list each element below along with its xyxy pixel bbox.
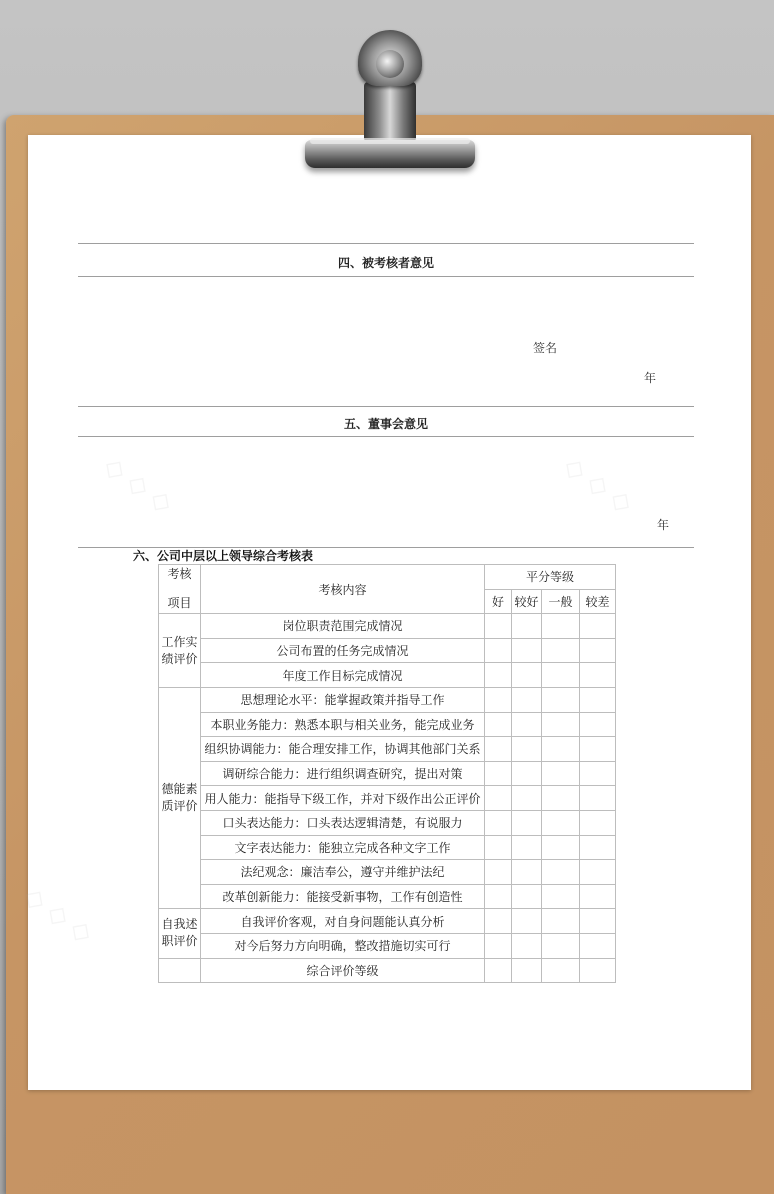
header-item-cell — [159, 565, 201, 614]
table-row-summary — [159, 958, 616, 983]
grade-cell[interactable] — [485, 958, 512, 983]
grade-cell[interactable] — [485, 687, 512, 712]
table-row — [159, 712, 616, 737]
grade-cell[interactable] — [580, 687, 616, 712]
criterion-cell: 自我评价客观，对自身问题能认真分析 — [201, 909, 485, 934]
criterion-cell: 法纪观念：廉洁奉公，遵守并维护法纪 — [201, 860, 485, 885]
grade-cell[interactable] — [485, 712, 512, 737]
grade-cell[interactable] — [580, 810, 616, 835]
grade-cell[interactable] — [485, 884, 512, 909]
grade-cell[interactable] — [542, 860, 580, 885]
grade-cell[interactable] — [512, 712, 542, 737]
grade-good-header: 好 — [485, 589, 512, 614]
criterion-cell: 用人能力：能指导下级工作，并对下级作出公正评价 — [201, 786, 485, 811]
grade-cell[interactable] — [542, 687, 580, 712]
group-label-line1: 工作实 — [161, 634, 198, 649]
year-label: 年 — [644, 371, 657, 385]
grade-cell[interactable] — [542, 737, 580, 762]
group-label-line1: 自我述 — [161, 917, 198, 932]
grade-cell[interactable] — [542, 614, 580, 639]
group-label-line2: 质评价 — [161, 799, 198, 814]
grade-cell[interactable] — [580, 638, 616, 663]
divider-line — [78, 243, 694, 244]
grade-cell[interactable] — [485, 860, 512, 885]
year-label: 年 — [657, 518, 670, 532]
grade-cell[interactable] — [512, 614, 542, 639]
grade-cell[interactable] — [512, 909, 542, 934]
criterion-cell: 改革创新能力：能接受新事物，工作有创造性 — [201, 884, 485, 909]
grade-cell[interactable] — [485, 663, 512, 688]
table-row — [159, 737, 616, 762]
group-label-self-report — [159, 909, 201, 958]
header-content-cell: 考核内容 — [201, 565, 485, 614]
watermark-mark: ◇ ◇ ◇ — [98, 450, 179, 520]
grade-cell[interactable] — [512, 786, 542, 811]
signature-label: 签名 — [533, 341, 558, 355]
criterion-cell: 组织协调能力：能合理安排工作，协调其他部门关系 — [201, 737, 485, 762]
table-row — [159, 860, 616, 885]
grade-cell[interactable] — [542, 909, 580, 934]
grade-cell[interactable] — [580, 737, 616, 762]
grade-cell[interactable] — [542, 638, 580, 663]
grade-poor-header: 较差 — [580, 589, 616, 614]
clip-neck — [364, 82, 416, 142]
grade-cell[interactable] — [512, 958, 542, 983]
group-label-work — [159, 614, 201, 688]
divider-line — [78, 406, 694, 407]
grade-cell[interactable] — [512, 884, 542, 909]
group-label-line2: 绩评价 — [161, 651, 198, 666]
criterion-cell: 对今后努力方向明确，整改措施切实可行 — [201, 933, 485, 958]
criterion-cell: 本职业务能力：熟悉本职与相关业务，能完成业务 — [201, 712, 485, 737]
criterion-cell: 文字表达能力：能独立完成各种文字工作 — [201, 835, 485, 860]
grade-cell[interactable] — [512, 761, 542, 786]
criterion-cell: 公司布置的任务完成情况 — [201, 638, 485, 663]
divider-line — [78, 276, 694, 277]
grade-cell[interactable] — [542, 884, 580, 909]
grade-cell[interactable] — [512, 638, 542, 663]
evaluation-table — [158, 564, 616, 983]
grade-cell[interactable] — [580, 933, 616, 958]
grade-cell[interactable] — [485, 761, 512, 786]
criterion-cell: 年度工作目标完成情况 — [201, 663, 485, 688]
header-grade-group: 平分等级 — [485, 565, 616, 590]
section6-title: 六、公司中层以上领导综合考核表 — [133, 549, 314, 563]
criterion-cell: 调研综合能力：进行组织调查研究，提出对策 — [201, 761, 485, 786]
grade-cell[interactable] — [580, 761, 616, 786]
table-row — [159, 933, 616, 958]
grade-cell[interactable] — [512, 860, 542, 885]
grade-cell[interactable] — [580, 712, 616, 737]
group-label-line1: 德能素 — [161, 782, 198, 797]
grade-cell[interactable] — [580, 663, 616, 688]
grade-cell[interactable] — [580, 958, 616, 983]
criterion-cell: 思想理论水平：能掌握政策并指导工作 — [201, 687, 485, 712]
table-row — [159, 687, 616, 712]
grade-cell[interactable] — [542, 958, 580, 983]
section4-title: 四、被考核者意见 — [337, 256, 434, 270]
grade-cell[interactable] — [580, 860, 616, 885]
grade-fairly-good-header: 较好 — [512, 589, 542, 614]
criterion-cell: 口头表达能力：口头表达逻辑清楚，有说服力 — [201, 810, 485, 835]
grade-cell[interactable] — [485, 835, 512, 860]
header-item-line2: 项目 — [167, 596, 192, 611]
grade-cell[interactable] — [512, 810, 542, 835]
table-row — [159, 663, 616, 688]
grade-cell[interactable] — [580, 786, 616, 811]
divider-line — [78, 436, 694, 437]
table-row — [159, 638, 616, 663]
grade-cell[interactable] — [485, 909, 512, 934]
grade-cell[interactable] — [512, 663, 542, 688]
watermark-mark: ◇ ◇ ◇ — [18, 880, 99, 950]
grade-cell[interactable] — [485, 737, 512, 762]
grade-cell[interactable] — [580, 614, 616, 639]
grade-cell[interactable] — [512, 835, 542, 860]
empty-cell — [159, 958, 201, 983]
grade-cell[interactable] — [542, 835, 580, 860]
grade-cell[interactable] — [542, 810, 580, 835]
grade-cell[interactable] — [512, 687, 542, 712]
criterion-cell: 岗位职责范围完成情况 — [201, 614, 485, 639]
table-row — [159, 761, 616, 786]
grade-cell[interactable] — [512, 737, 542, 762]
header-item-line1: 考核 — [167, 567, 192, 582]
table-row — [159, 835, 616, 860]
grade-cell[interactable] — [485, 786, 512, 811]
grade-cell[interactable] — [542, 712, 580, 737]
clip-hole — [376, 50, 404, 78]
grade-cell[interactable] — [580, 884, 616, 909]
grade-cell[interactable] — [542, 663, 580, 688]
table-row — [159, 786, 616, 811]
grade-cell[interactable] — [485, 638, 512, 663]
binder-clip-base — [305, 140, 475, 168]
clip-highlight — [310, 138, 470, 144]
table-row — [159, 884, 616, 909]
grade-cell[interactable] — [542, 933, 580, 958]
group-label-line2: 职评价 — [161, 934, 198, 949]
grade-cell[interactable] — [542, 786, 580, 811]
grade-average-header: 一般 — [542, 589, 580, 614]
grade-cell[interactable] — [485, 933, 512, 958]
summary-cell: 综合评价等级 — [201, 958, 485, 983]
grade-cell[interactable] — [542, 761, 580, 786]
section5-title: 五、董事会意见 — [343, 417, 428, 431]
table-row — [159, 810, 616, 835]
group-label-ability — [159, 687, 201, 908]
watermark-mark: ◇ ◇ ◇ — [558, 450, 639, 520]
grade-cell[interactable] — [485, 614, 512, 639]
grade-cell[interactable] — [580, 835, 616, 860]
grade-cell[interactable] — [580, 909, 616, 934]
grade-cell[interactable] — [485, 810, 512, 835]
grade-cell[interactable] — [512, 933, 542, 958]
table-row — [159, 909, 616, 934]
table-row — [159, 614, 616, 639]
